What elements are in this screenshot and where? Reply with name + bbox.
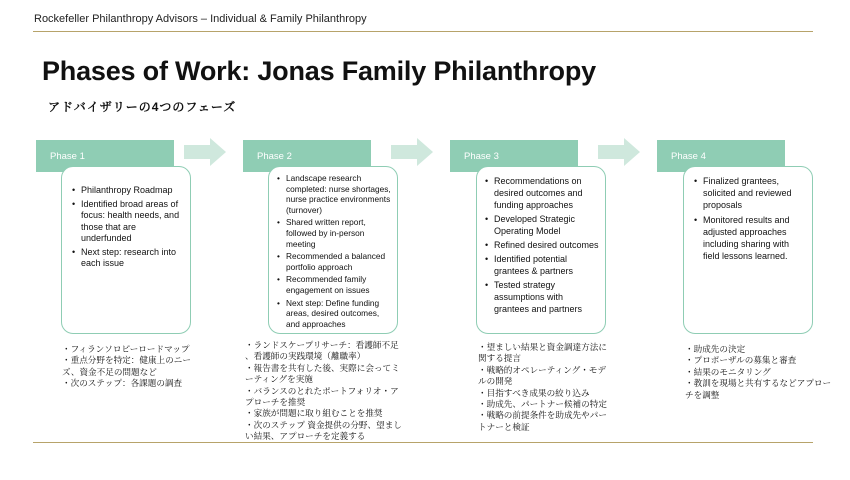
- phase-4-note: ・プロポーザルの募集と審査: [685, 355, 797, 366]
- phase-1-bullet: • Identified broad areas of focus: health needs, and those that are underfunded: [72, 199, 184, 245]
- phase-3-note: トナーと検証: [478, 421, 530, 432]
- arrow-right-icon: [184, 138, 226, 166]
- phase-1-card: [61, 166, 191, 334]
- phase-4-note: ・教訓を現場と共有するなどアプロー: [685, 378, 832, 389]
- phase-2-note: 、看護師の実践環境（離職率）: [245, 351, 366, 362]
- phase-3-bullet: • Identified potential grantees & partners: [485, 253, 600, 277]
- phase-3-bullet: • Recommendations on desired outcomes and funding approaches: [485, 175, 600, 211]
- phase-2-note: ・次のステップ 資金提供の分野、望まし: [245, 419, 402, 430]
- phase-4-note: チを調整: [685, 389, 720, 400]
- header-text: Rockefeller Philanthropy Advisors – Individual & Family Philanthropy: [34, 13, 367, 25]
- phase-4-bullet: • Finalized grantees, solicited and reviewed proposals: [694, 175, 807, 211]
- arrow-right-icon: [391, 138, 433, 166]
- phase-3-note: ・望ましい結果と資金調達方法に: [478, 342, 607, 352]
- phase-3-bullet: • Developed Strategic Operating Model: [485, 213, 600, 237]
- phase-2-bullet: • Landscape research completed: nurse shortages, nurse practice environments (turnover): [277, 173, 392, 215]
- phase-2-note: い結果、アプローチを定義する: [245, 431, 366, 442]
- phase-1-notes: [62, 344, 191, 390]
- phase-4-note: ・結果のモニタリング: [685, 366, 771, 377]
- phase-3-note: 関する提言: [478, 353, 521, 364]
- phase-2-card: [268, 166, 398, 334]
- phase-2-note: プローチを推奨: [245, 397, 306, 408]
- phase-2-bullet: • Recommended a balanced portfolio approach: [277, 251, 392, 272]
- phase-4-note: ・助成先の決定: [685, 344, 746, 354]
- phase-4-label: Phase 4: [657, 140, 785, 172]
- phase-1-bullet: • Next step: research into each issue: [72, 247, 184, 270]
- arrow-right-icon: [598, 138, 640, 166]
- phase-3-note: ルの開発: [478, 376, 513, 387]
- phase-1-note: ・次のステップ：各課題の調査: [62, 378, 183, 389]
- bottom-divider: [33, 442, 813, 443]
- page-title: Phases of Work: Jonas Family Philanthropy: [42, 56, 596, 86]
- phase-2-note: ・ランドスケープリサーチ：看護師不足: [245, 340, 399, 350]
- phase-3-bullet: • Refined desired outcomes: [485, 239, 600, 251]
- phase-2-notes: [245, 340, 402, 443]
- phase-1-label: Phase 1: [36, 140, 174, 172]
- phase-2-bullet: • Recommended family engagement on issues: [277, 274, 392, 295]
- phase-1-note: ズ、資金不足の問題など: [62, 366, 157, 377]
- phase-2-note: ーティングを実施: [245, 374, 313, 385]
- phase-4-card: [683, 166, 813, 334]
- phase-2-note: ・バランスのとれたポートフォリオ・ア: [245, 385, 399, 396]
- phase-4-bullet: • Monitored results and adjusted approaches including sharing with field lessons learned.: [694, 214, 807, 262]
- phase-3-note: ・戦略の前提条件を助成先やパー: [478, 410, 607, 421]
- phase-1-note: ・重点分野を特定：健康上のニー: [62, 355, 191, 366]
- phase-1-bullet: • Philanthropy Roadmap: [72, 185, 184, 197]
- top-divider: [33, 31, 813, 32]
- phase-2-label: Phase 2: [243, 140, 371, 172]
- page-subtitle: アドバイザリーの4つのフェーズ: [48, 100, 237, 114]
- phase-3-notes: [478, 342, 607, 433]
- phase-3-label: Phase 3: [450, 140, 578, 172]
- phase-4-notes: [685, 344, 831, 401]
- phase-2-note: ・家族が問題に取り組むことを推奨: [245, 408, 383, 419]
- phase-3-card: [476, 166, 606, 334]
- phase-3-note: ・助成先、パートナー候補の特定: [478, 399, 607, 410]
- phase-3-note: ・目指すべき成果の絞り込み: [478, 387, 590, 398]
- phase-3-bullet: • Tested strategy assumptions with grantees and partners: [485, 279, 600, 315]
- phase-2-note: ・報告書を共有した後、実際に会ってミ: [245, 362, 400, 373]
- phase-1-note: ・フィランソロピーロードマップ: [62, 344, 190, 354]
- phase-3-note: ・戦略的オペレーティング・モデ: [478, 364, 607, 375]
- phase-2-bullet: • Next step: Define funding areas, desired outcomes, and approaches: [277, 298, 392, 330]
- phase-2-bullet: • Shared written report, followed by in-person meeting: [277, 217, 392, 249]
